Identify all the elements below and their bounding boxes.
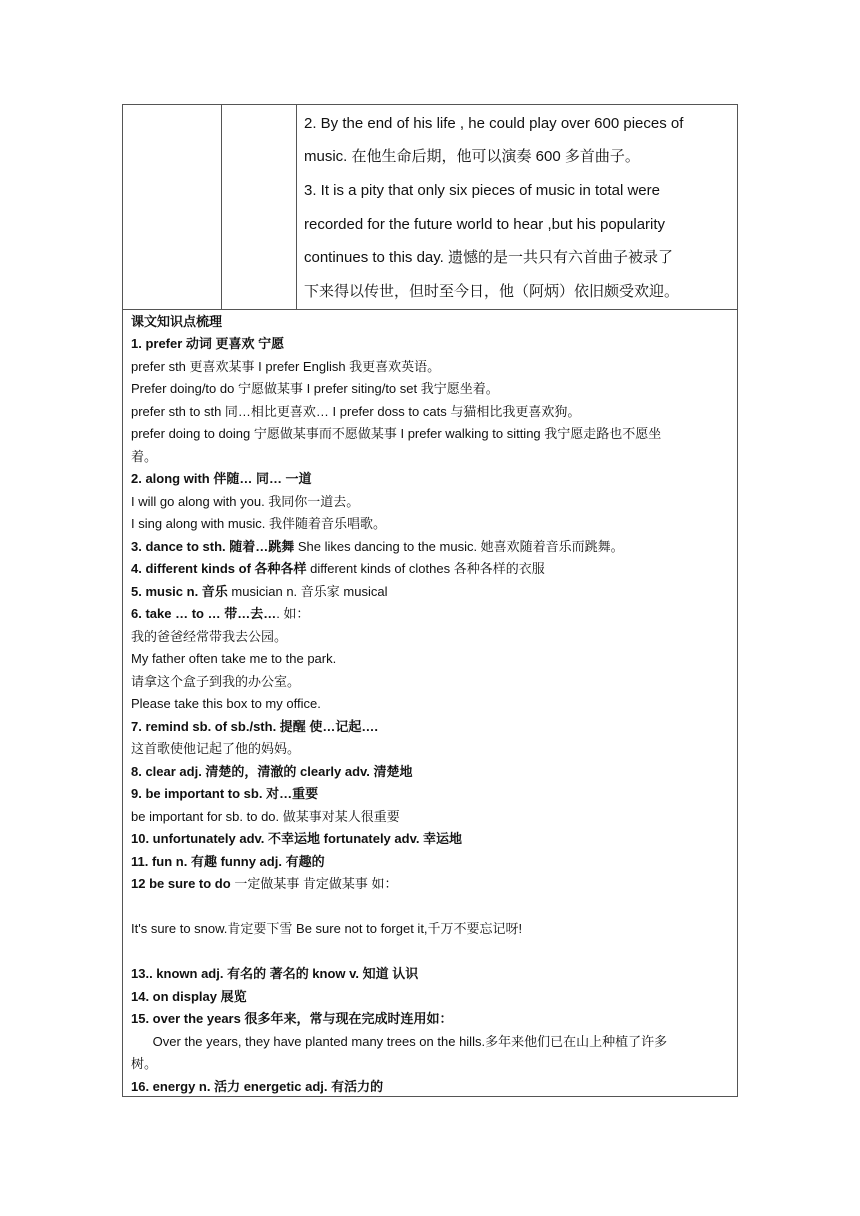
text-cell (297, 105, 737, 309)
note-item-title: 13.. known adj. 有名的 著名的 know v. 知道 认识 (131, 966, 419, 981)
note-line: I will go along with you. 我同你一道去。 (131, 494, 360, 509)
note-item (131, 873, 735, 895)
note-example: musician n. 音乐家 musical (227, 584, 388, 599)
sentence-line: recorded for the future world to hear ,but his popularity (304, 216, 666, 233)
empty-cell-2 (222, 105, 297, 309)
note-item (131, 536, 735, 558)
table-row-top (123, 105, 737, 310)
note-item-title: 16. energy n. 活力 energetic adj. 有活力的 (131, 1079, 384, 1094)
note-item-title: 5. music n. 音乐 (131, 584, 228, 599)
note-line: prefer sth 更喜欢某事 I prefer English 我更喜欢英语。 (131, 359, 441, 374)
note-line: 着。 (131, 449, 158, 464)
note-line: 我的爸爸经常带我去公园。 (131, 629, 288, 644)
note-item-title: 9. be important to sb. 对…重要 (131, 786, 319, 801)
notes-table (122, 104, 738, 1097)
note-item-title: 11. fun n. 有趣 funny adj. 有趣的 (131, 854, 325, 869)
note-line: Over the years, they have planted many trees on the hills.多年来他们已在山上种植了许多 (131, 1034, 668, 1049)
note-item-title: 12 be sure to do (131, 876, 231, 891)
note-item-title: 7. remind sb. of sb./sth. 提醒 使…记起…. (131, 719, 379, 734)
sentence-line: 2. By the end of his life , he could play over 600 pieces of (304, 115, 684, 132)
note-line: I sing along with music. 我伴随着音乐唱歌。 (131, 516, 387, 531)
note-item-title: 8. clear adj. 清楚的，清澈的 clearly adv. 清楚地 (131, 764, 413, 779)
empty-cell-1 (123, 105, 222, 309)
note-item-title: 6. take … to … 带…去… (131, 606, 277, 621)
sentence-line: continues to this day. 遗憾的是一共只有六首曲子被录了 (304, 249, 673, 266)
sentence-line: music. 在他生命后期，他可以演奏 600 多首曲子。 (304, 148, 640, 165)
note-item-title: 4. different kinds of 各种各样 (131, 561, 307, 576)
note-example: 一定做某事 肯定做某事 如： (230, 876, 398, 891)
note-item-title: 14. on display 展览 (131, 989, 247, 1004)
note-line: It's sure to snow.肯定要下雪 Be sure not to forget it,千万不要忘记呀! (131, 921, 523, 936)
note-item (131, 558, 735, 580)
note-example: She likes dancing to the music. 她喜欢随着音乐而跳舞。 (294, 539, 624, 554)
note-item-title: 10. unfortunately adv. 不幸运地 fortunately adv. 幸运地 (131, 831, 463, 846)
note-line: Please take this box to my office. (131, 696, 321, 711)
note-item-title: 2. along with 伴随… 同… 一道 (131, 471, 312, 486)
sentence-line: 3. It is a pity that only six pieces of music in total were (304, 182, 660, 199)
note-item (131, 581, 735, 603)
note-line: 这首歌使他记起了他的妈妈。 (131, 741, 301, 756)
section-heading: 课文知识点梳理 (131, 314, 223, 329)
note-line: 树。 (131, 1056, 158, 1071)
note-line: 请拿这个盒子到我的办公室。 (131, 674, 301, 689)
note-line: prefer doing to doing 宁愿做某事而不愿做某事 I prefer walking to sitting 我宁愿走路也不愿坐 (131, 426, 662, 441)
sentence-line: 下来得以传世，但时至今日，他（阿炳）依旧颇受欢迎。 (304, 283, 680, 300)
note-line: be important for sb. to do. 做某事对某人很重要 (131, 809, 400, 824)
note-item (131, 603, 735, 625)
note-item-title: 3. dance to sth. 随着…跳舞 (131, 539, 295, 554)
note-item-title: 1. prefer 动词 更喜欢 宁愿 (131, 336, 285, 351)
note-line: Prefer doing/to do 宁愿做某事 I prefer siting/to set 我宁愿坐着。 (131, 381, 499, 396)
note-example: . 如： (276, 606, 310, 621)
note-line: My father often take me to the park. (131, 651, 337, 666)
note-example: different kinds of clothes 各种各样的衣服 (306, 561, 545, 576)
note-line: prefer sth to sth 同…相比更喜欢… I prefer doss to cats 与猫相比我更喜欢狗。 (131, 404, 581, 419)
note-item-title: 15. over the years 很多年来，常与现在完成时连用如： (131, 1011, 453, 1026)
